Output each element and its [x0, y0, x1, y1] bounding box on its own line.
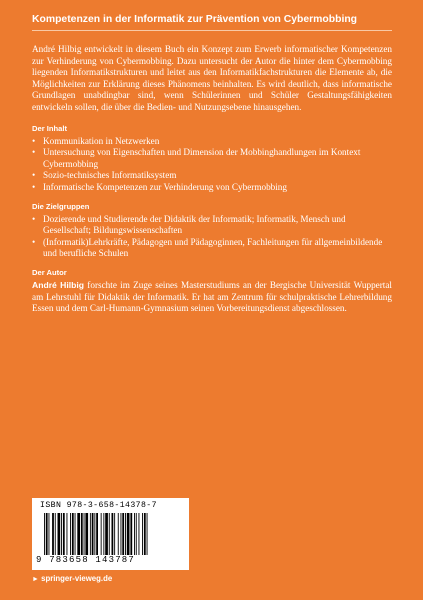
contents-heading: Der Inhalt [32, 123, 68, 133]
author-name: André Hilbig [32, 279, 85, 290]
contents-list [32, 136, 392, 194]
bullet-icon: • [32, 181, 36, 192]
author-heading: Der Autor [32, 267, 67, 277]
audience-list [32, 214, 392, 260]
bullet-icon: • [32, 147, 36, 158]
arrow-right-icon: ► [32, 576, 39, 583]
bullet-icon: • [32, 135, 36, 146]
barcode-digits: 9 783658 143787 [36, 555, 136, 565]
website-link[interactable] [32, 574, 112, 583]
website-text: springer-vieweg.de [41, 574, 113, 583]
book-title: Kompetenzen in der Informatik zur Prävention von Cybermobbing [32, 14, 358, 25]
bullet-icon: • [32, 170, 36, 181]
bullet-icon: • [32, 213, 36, 224]
audience-heading: Die Zielgruppen [32, 201, 90, 211]
author-bio: forschte im Zuge seines Masterstudiums an der Bergische Universität Wuppertal am Lehrstuhl für Didaktik der Informatik. Er hat am Zentrum für schulpraktische Lehrerbildung Essen und dem Carl-Humann-Gymnasium seinen Vorbereitungsdienst abgeschlossen. [32, 279, 392, 314]
isbn-barcode-box [32, 498, 189, 570]
list-item: • Sozio-technisches Informatiksystem [32, 170, 177, 181]
author-paragraph [32, 280, 392, 315]
isbn-label: ISBN 978-3-658-14378-7 [40, 501, 157, 510]
list-item: • Informatische Kompetenzen zur Verhinderung von Cybermobbing [32, 181, 287, 192]
bullet-icon: • [32, 236, 36, 247]
list-item: • (Informatik)Lehrkräfte, Pädagogen und Pädagoginnen, Fachleitungen für allgemeinbildende und berufliche Schulen [32, 236, 383, 259]
list-item: • Kommunikation in Netzwerken [32, 135, 160, 146]
intro-paragraph: André Hilbig entwickelt in diesem Buch ein Konzept zum Erwerb informatischer Kompetenzen zur Verhinderung von Cybermobbing. Dazu untersucht der Autor die hinter dem Cybermobbing liegenden Informatikstrukturen und leitet aus den Informatikfachstrukturen die Elemente ab, die Möglichkeiten zur Erklärung dieses Phänomens beinhalten. Es wird deutlich, dass informatische Grundlagen unabdingbar sind, wenn Schülerinnen und Schüler Gestaltungsfähigkeiten entwickeln sollen, die über die Bedien- und Nutzungsebene hinausgehen. [32, 44, 392, 112]
barcode-icon [44, 513, 178, 555]
cover-text [32, 44, 392, 315]
list-item: • Dozierende und Studierende der Didaktik der Informatik; Informatik, Mensch und Gesellschaft; Bildungswissenschaften [32, 213, 346, 236]
list-item: • Untersuchung von Eigenschaften und Dimension der Mobbinghandlungen im Kontext Cybermobbing [32, 147, 361, 169]
title-divider [32, 30, 392, 31]
